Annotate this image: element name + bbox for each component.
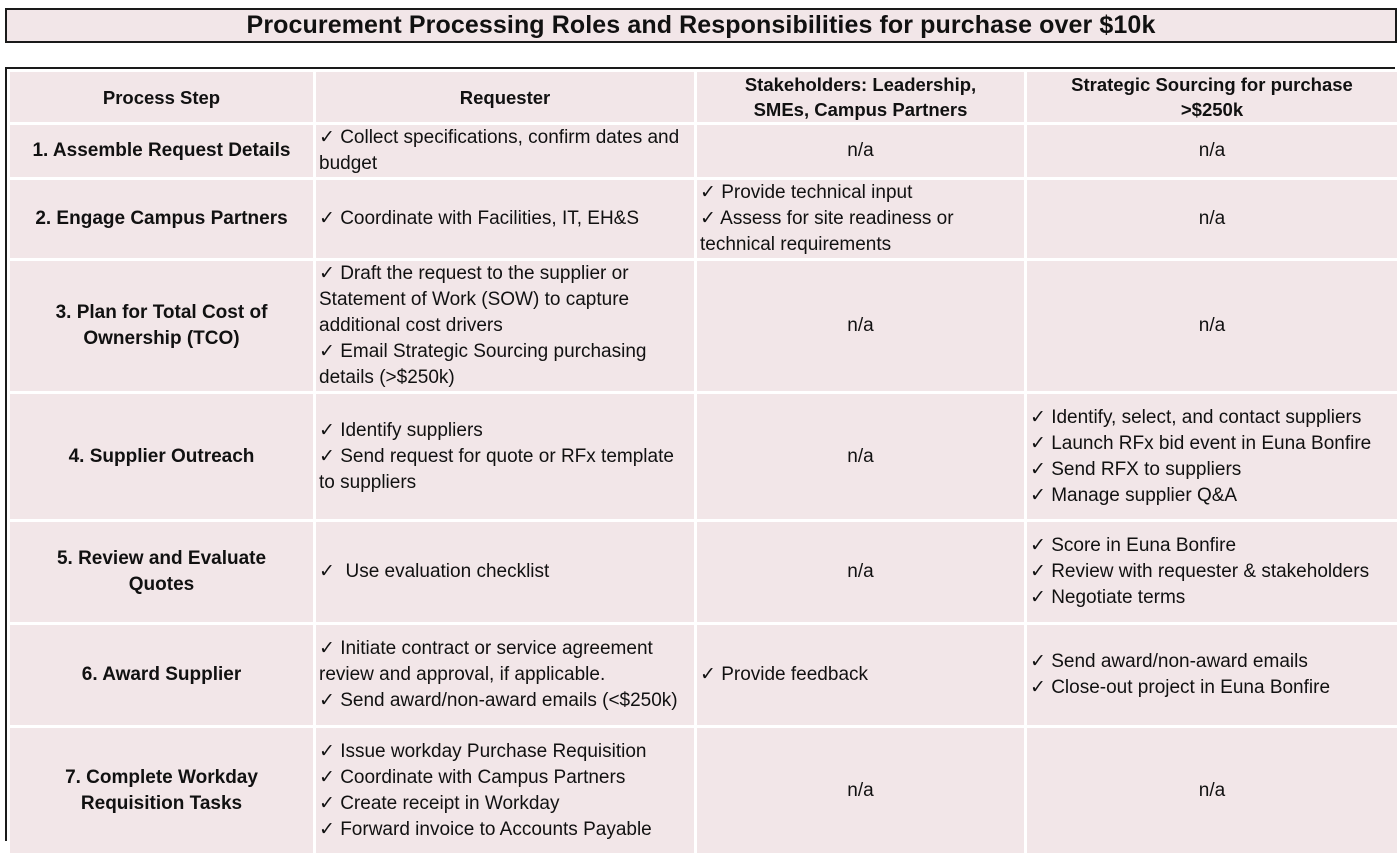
process-step-cell: 7. Complete Workday Requisition Tasks xyxy=(9,727,315,855)
table-row xyxy=(9,179,1399,260)
sourcing-item: ✓ Negotiate terms xyxy=(1030,587,1186,608)
sourcing-cell: n/a xyxy=(1026,179,1399,260)
responsibilities-table-container xyxy=(5,67,1395,841)
sourcing-cell: n/a xyxy=(1026,260,1399,393)
stakeholders-cell: n/a xyxy=(696,260,1026,393)
sourcing-item: ✓ Close-out project in Euna Bonfire xyxy=(1030,677,1331,698)
table-row xyxy=(9,624,1399,727)
process-step-cell: 6. Award Supplier xyxy=(9,624,315,727)
table-row xyxy=(9,521,1399,624)
stakeholders-cell: n/a xyxy=(696,393,1026,521)
stakeholders-item: ✓ Assess for site readiness or technical requirements xyxy=(700,208,954,255)
requester-item: ✓ Issue workday Purchase Requisition xyxy=(319,740,647,762)
stakeholders-cell: n/a xyxy=(696,521,1026,624)
sourcing-item: ✓ Launch RFx bid event in Euna Bonfire xyxy=(1030,432,1372,454)
sourcing-cell xyxy=(1026,624,1399,727)
requester-item: ✓ Coordinate with Campus Partners xyxy=(319,766,626,788)
sourcing-cell: n/a xyxy=(1026,124,1399,179)
requester-cell xyxy=(315,727,696,855)
sourcing-item: ✓ Identify, select, and contact suppliers xyxy=(1030,406,1362,428)
requester-item: ✓ Identify suppliers xyxy=(319,419,483,441)
requester-cell xyxy=(315,260,696,393)
sourcing-item: ✓ Score in Euna Bonfire xyxy=(1030,535,1237,556)
table-row xyxy=(9,393,1399,521)
requester-item: ✓ Send award/non-award emails (<$250k) xyxy=(319,690,678,711)
requester-cell xyxy=(315,393,696,521)
sourcing-item: ✓ Send RFX to suppliers xyxy=(1030,458,1242,480)
requester-cell: ✓ Use evaluation checklist xyxy=(315,521,696,624)
requester-item: ✓ Create receipt in Workday xyxy=(319,792,560,814)
sourcing-item: ✓ Send award/non-award emails xyxy=(1030,651,1308,672)
process-step-cell: 4. Supplier Outreach xyxy=(9,393,315,521)
requester-cell xyxy=(315,624,696,727)
requester-cell: ✓ Coordinate with Facilities, IT, EH&S xyxy=(315,179,696,260)
sourcing-item: ✓ Manage supplier Q&A xyxy=(1030,484,1238,506)
stakeholders-item: ✓ Provide technical input xyxy=(700,182,913,203)
stakeholders-cell: n/a xyxy=(696,727,1026,855)
process-step-cell: 2. Engage Campus Partners xyxy=(9,179,315,260)
sourcing-cell xyxy=(1026,393,1399,521)
responsibilities-table xyxy=(7,69,1400,856)
process-step-cell: 1. Assemble Request Details xyxy=(9,124,315,179)
header-stakeholders: Stakeholders: Leadership, SMEs, Campus Partners xyxy=(696,71,1026,124)
header-process-step: Process Step xyxy=(9,71,315,124)
page-title: Procurement Processing Roles and Responsibilities for purchase over $10k xyxy=(246,11,1156,39)
table-row xyxy=(9,260,1399,393)
process-step-cell: 5. Review and Evaluate Quotes xyxy=(9,521,315,624)
header-row xyxy=(9,71,1399,124)
requester-item: ✓ Send request for quote or RFx template to suppliers xyxy=(319,445,674,493)
sourcing-item: ✓ Review with requester & stakeholders xyxy=(1030,561,1370,582)
table-row xyxy=(9,727,1399,855)
table-row xyxy=(9,124,1399,179)
requester-item: ✓ Initiate contract or service agreement review and approval, if applicable. xyxy=(319,638,653,685)
process-step-cell: 3. Plan for Total Cost of Ownership (TCO) xyxy=(9,260,315,393)
requester-item: ✓ Draft the request to the supplier or Statement of Work (SOW) to capture additional cost drivers xyxy=(319,263,630,336)
stakeholders-cell xyxy=(696,179,1026,260)
requester-cell: ✓ Collect specifications, confirm dates and budget xyxy=(315,124,696,179)
header-requester: Requester xyxy=(315,71,696,124)
stakeholders-cell: n/a xyxy=(696,124,1026,179)
header-strategic-sourcing: Strategic Sourcing for purchase >$250k xyxy=(1026,71,1399,124)
sourcing-cell xyxy=(1026,521,1399,624)
requester-item: ✓ Email Strategic Sourcing purchasing details (>$250k) xyxy=(319,341,647,388)
sourcing-cell: n/a xyxy=(1026,727,1399,855)
stakeholders-cell: ✓ Provide feedback xyxy=(696,624,1026,727)
requester-item: ✓ Forward invoice to Accounts Payable xyxy=(319,818,652,840)
title-banner xyxy=(5,8,1397,43)
